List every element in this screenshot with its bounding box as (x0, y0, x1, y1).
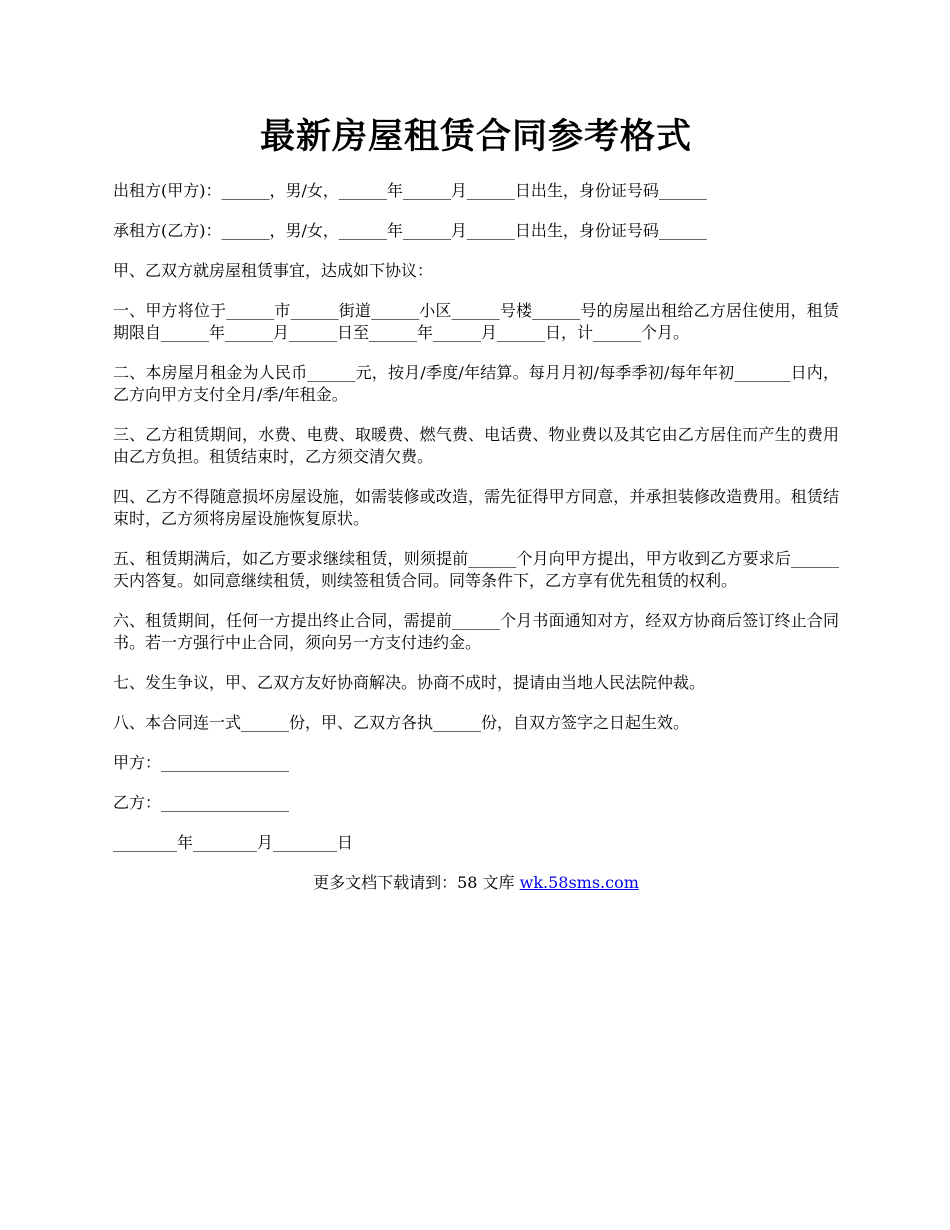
document-page (113, 112, 839, 894)
document-title: 最新房屋租赁合同参考格式 (259, 116, 692, 157)
download-footer (113, 872, 839, 894)
footer-text: 更多文档下载请到：58 文库 (313, 873, 520, 892)
lessee-info-paragraph: 承租方(乙方)：______，男/女，______年______月______日出生，身份证号码______ (113, 221, 707, 240)
clause-6-paragraph: 六、租赁期间，任何一方提出终止合同，需提前______个月书面通知对方，经双方协商后签订终止合同书。若一方强行中止合同，须向另一方支付违约金。 (113, 611, 839, 652)
clause-8-paragraph: 八、本合同连一式______份，甲、乙双方各执______份，自双方签字之日起生效。 (113, 713, 690, 732)
clause-7-paragraph: 七、发生争议，甲、乙双方友好协商解决。协商不成时，提请由当地人民法院仲裁。 (113, 673, 706, 692)
clause-3-paragraph: 三、乙方租赁期间，水费、电费、取暖费、燃气费、电话费、物业费以及其它由乙方居住而产生的费用由乙方负担。租赁结束时，乙方须交清欠费。 (113, 425, 839, 466)
party-b-signature-line: 乙方：________________ (113, 793, 290, 812)
lessor-info-paragraph: 出租方(甲方)：______，男/女，______年______月______日出生，身份证号码______ (113, 181, 707, 200)
clause-5-paragraph: 五、租赁期满后，如乙方要求继续租赁，则须提前______个月向甲方提出，甲方收到乙方要求后______天内答复。如同意继续租赁，则续签租赁合同。同等条件下，乙方享有优先租赁的权利。 (113, 549, 839, 590)
clause-4-paragraph: 四、乙方不得随意损坏房屋设施，如需装修或改造，需先征得甲方同意，并承担装修改造费用。租赁结束时，乙方须将房屋设施恢复原状。 (113, 487, 839, 528)
signing-date-line: ________年________月________日 (113, 833, 354, 852)
agreement-intro-paragraph: 甲、乙双方就房屋租赁事宜，达成如下协议： (113, 261, 434, 280)
clause-2-paragraph: 二、本房屋月租金为人民币______元，按月/季度/年结算。每月月初/每季季初/每年年初_______日内，乙方向甲方支付全月/季/年租金。 (113, 363, 839, 404)
footer-link[interactable]: wk.58sms.com (519, 873, 639, 892)
party-a-signature-line: 甲方：________________ (113, 753, 290, 772)
clause-1-paragraph: 一、甲方将位于______市______街道______小区______号楼______号的房屋出租给乙方居住使用，租赁期限自______年______月______日至______年______月______日，计______个月。 (113, 301, 839, 342)
